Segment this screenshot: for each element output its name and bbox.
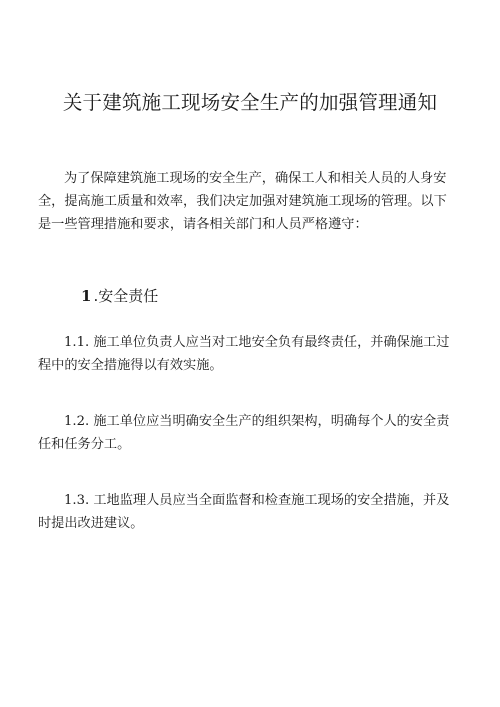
section-title: .安全责任 [93,287,159,305]
section-heading [81,286,158,306]
clause-1-2: 1.2. 施工单位应当明确安全生产的组织架构，明确每个人的安全责任和任务分工。 [38,414,450,452]
section-number: 1 [81,287,92,305]
document-title: 关于建筑施工现场安全生产的加强管理通知 [62,91,438,114]
clause-1-3: 1.3. 工地监理人员应当全面监督和检查施工现场的安全措施，并及时提出改进建议。 [38,493,450,531]
intro-paragraph: 为了保障建筑施工现场的安全生产，确保工人和相关人员的人身安全，提高施工质量和效率，我们决定加强对建筑施工现场的管理。以下是一些管理措施和要求，请各相关部门和人员严格遵守： [38,171,447,232]
clause-1-1: 1.1. 施工单位负责人应当对工地安全负有最终责任，并确保施工过程中的安全措施得以有效实施。 [38,335,450,373]
